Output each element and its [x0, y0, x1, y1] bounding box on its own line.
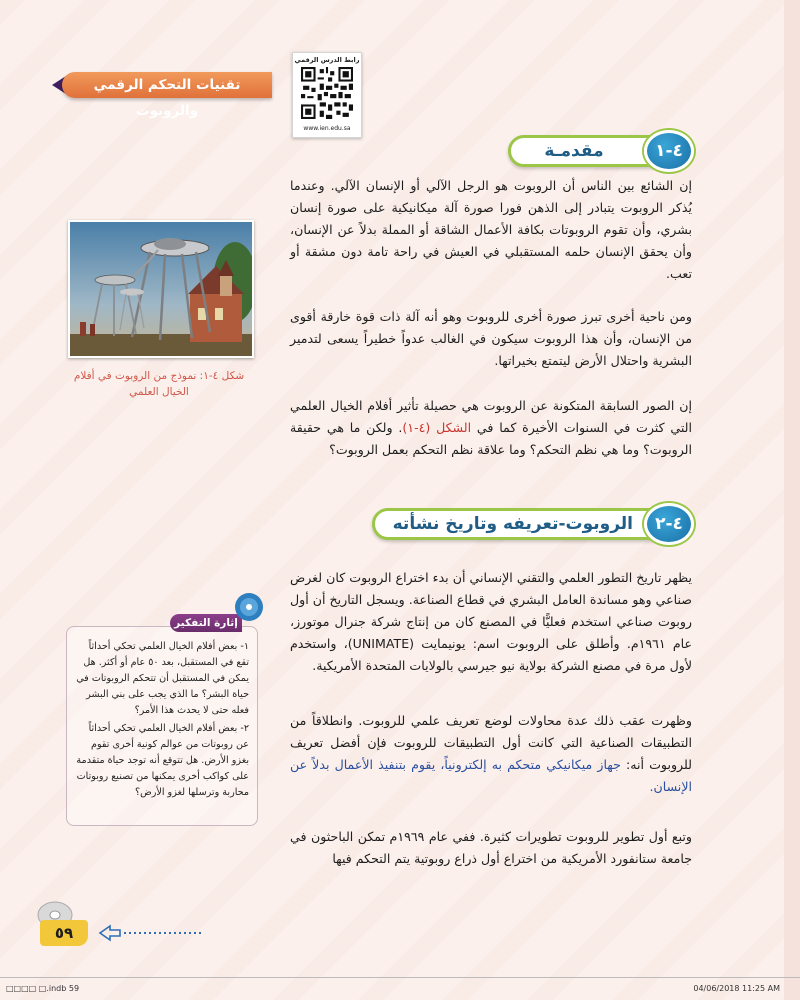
- robot-definition: جهاز ميكانيكي متحكم به إلكترونياً، يقوم بتنفيذ الأعمال بدلاً عن الإنسان.: [290, 757, 692, 794]
- qr-title: رابط الدرس الرقمي: [294, 56, 360, 64]
- section-number: ٤-١: [644, 130, 694, 172]
- qr-code-icon: [301, 67, 353, 119]
- cd-icon: [234, 592, 264, 622]
- footer-filename: □□□□ □.indb 59: [6, 984, 80, 993]
- page-number: ٥٩: [40, 920, 88, 946]
- thinking-question: ٢- بعض أفلام الخيال العلمي تحكي أحداثاً عن روبوتات من عوالم كونية أخرى تقوم بغزو الأرض. هل تتوقع أنه توجد حياة متقدمة على كواكب أخرى يمكنها من تصنيع روبوتات محاربة وترسلها لغزو الأرض؟: [76, 723, 249, 798]
- footer-datetime: 04/06/2018 11:25 AM: [693, 984, 780, 993]
- section-heading-intro: [508, 132, 688, 170]
- section-heading-robot-definition: [386, 505, 688, 543]
- crop-line: [0, 977, 800, 978]
- paragraph: يظهر تاريخ التطور العلمي والتقني الإنساني أن بدء اختراع الروبوت كان لغرض صناعي وهو مساندة العامل البشري في قطاع الصناعة. ويسجل التاريخ أن أول روبوت صناعي استخدم فعليًّا في المصنع كان من إنتاج شركة جنرال موتورز، عام ١٩٦١م. وأطلق على الروبوت اسم: يونيمايت (UNIMATE)، واستخدم لأول مرة في مصنع الشركة بولاية نيو جيرسي بالولايات المتحدة الأمريكية.: [290, 570, 693, 673]
- paragraph: وتبع أول تطوير للروبوت تطويرات كثيرة. ففي عام ١٩٦٩م تمكن الباحثون في جامعة ستانفورد الأمريكية من اختراع أول ذراع روبوتية يتم التحكم فيها: [290, 829, 692, 866]
- section-title: الروبوت-تعريفه وتاريخ نشأته: [372, 508, 688, 540]
- navigation-arrow-icon[interactable]: [96, 923, 206, 943]
- paragraph: [290, 395, 692, 461]
- thinking-label: إثارة التفكير: [170, 614, 242, 632]
- section-title: مقدمـة: [508, 135, 688, 167]
- sci-fi-robot-illustration: [70, 222, 254, 358]
- thinking-box: [66, 626, 258, 826]
- paragraph: [290, 710, 692, 798]
- chapter-title: تقنيات التحكم الرقمي والروبوت: [62, 72, 272, 98]
- qr-url: www.ien.edu.sa: [303, 125, 351, 132]
- paragraph: ومن ناحية أخرى تبرز صورة أخرى للروبوت وهو أنه آلة ذات قوة خارقة أقوى من الإنسان، وأن هذا الروبوت سيكون في الغالب عدواً خطيراً يسعى لتدمير البشرية واحتلال الأرض ليتمتع بخيراتها.: [290, 309, 692, 368]
- paragraph-text: إن الصور السابقة المتكونة عن الروبوت هي حصيلة تأثير أفلام الخيال العلمي التي كثرت في السنوات الأخيرة كما في: [290, 398, 693, 435]
- qr-code-box[interactable]: [292, 52, 362, 138]
- paragraph: إن الشائع بين الناس أن الروبوت هو الرجل الآلي أو الإنسان الآلي. وعندما يُذكر الروبوت يتبادر إلى الذهن فورا صورة آلة ميكانيكية على صورة إنسان بشري، وأن تقوم الروبوتات بكافة الأعمال الشاقة أو المملة بدلاً عن الإنسان، وأن يحقق الإنسان حلمه المستقبلي في العيش في راحة تامة دون مشقة أو تعب.: [290, 178, 692, 281]
- thinking-question: ١- بعض أفلام الخيال العلمي تحكي أحداثاً تقع في المستقبل، بعد ٥٠ عام أو أكثر. هل يمكن في المستقبل أن تتحكم الروبوتات في حياة البشر؟ ما الذي يجب على بني البشر فعله حتى لا يحدث هذا الأمر؟: [76, 641, 249, 716]
- robot-figure-image: [68, 220, 254, 358]
- paragraph-text: . ولكن ما هي حقيقة الروبوت؟ وما هي نظم التحكم؟ وما علاقة نظم التحكم بعمل الروبوت؟: [290, 420, 692, 457]
- figure-caption: شكل ٤-١: نموذج من الروبوت في أفلام الخيال العلمي: [73, 370, 245, 398]
- page-edge: [784, 0, 800, 1000]
- paragraph-text: وظهرت عقب ذلك عدة محاولات لوضع تعريف علمي للروبوت. وانطلاقاً من التطبيقات الصناعية التي كانت أول التطبيقات للروبوت فإن أفضل تعريف للروبوت أنه:: [290, 713, 692, 772]
- section-number: ٤-٢: [644, 503, 694, 545]
- figure-reference-link[interactable]: الشكل (٤-١): [402, 420, 472, 435]
